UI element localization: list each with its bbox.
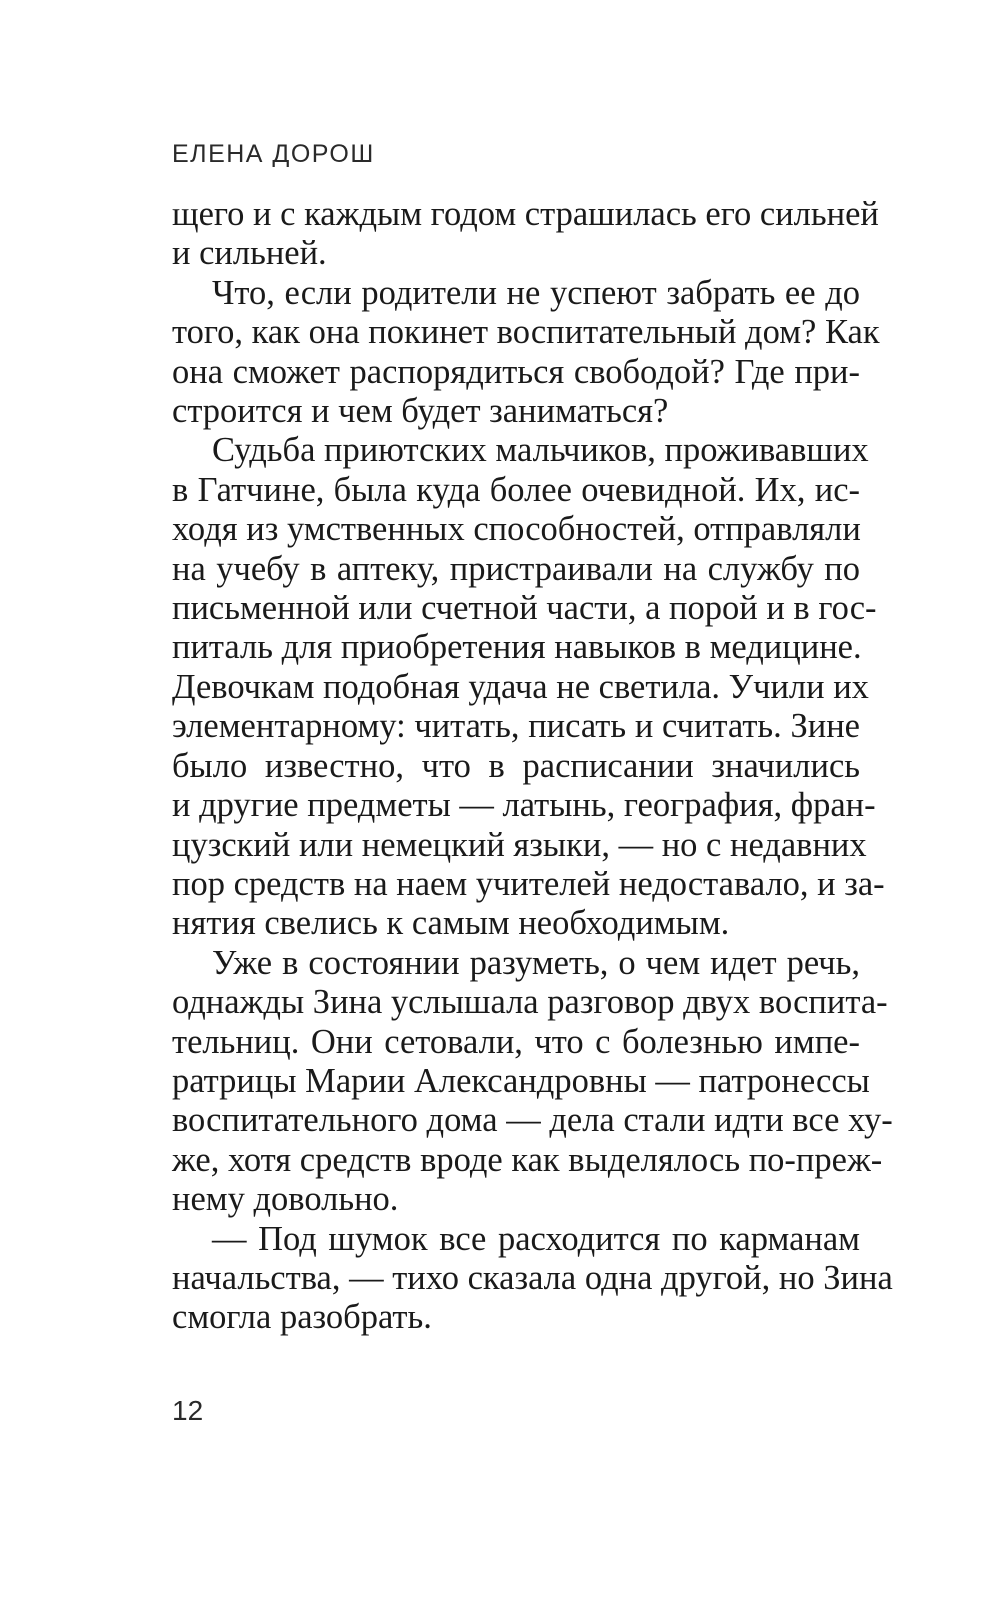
text-line: Судьба приютских мальчиков, проживавших: [212, 431, 869, 470]
text-line: и сильней.: [172, 234, 327, 273]
page-number: 12: [172, 1395, 204, 1426]
text-line: Девочкам подобная удача не светила. Учили их: [172, 667, 869, 706]
text-line: письменной или счетной части, а порой и в гос-: [172, 589, 877, 628]
text-line: Что, если родители не успеют забрать ее до: [212, 273, 860, 312]
text-line: питаль для приобретения навыков в медицине.: [172, 628, 862, 667]
text-line: и другие предметы — латынь, география, фран-: [172, 786, 876, 825]
text-line: начальства, — тихо сказала одна другой, но Зина: [172, 1258, 893, 1297]
text-line: щего и с каждым годом страшилась его сильней: [172, 195, 879, 233]
text-line: было известно, что в расписании значились: [172, 746, 860, 785]
text-line: однажды Зина услышала разговор двух воспита-: [172, 983, 888, 1022]
text-line: на учебу в аптеку, пристраивали на службу по: [172, 549, 860, 588]
text-line: ходя из умственных способностей, отправляли: [172, 510, 861, 549]
running-head-author: ЕЛЕНА ДОРОШ: [172, 140, 375, 168]
text-line: она сможет распорядиться свободой? Где при-: [172, 352, 860, 391]
text-line: элементарному: читать, писать и считать. Зине: [172, 707, 860, 746]
text-line: Уже в состоянии разуметь, о чем идет речь,: [212, 943, 860, 982]
text-line: смогла разобрать.: [172, 1298, 432, 1337]
body-text: [172, 195, 893, 1338]
text-line: нятия свелись к самым необходимым.: [172, 904, 730, 943]
text-line: цузский или немецкий языки, — но с недавних: [172, 825, 867, 864]
text-line: тельниц. Они сетовали, что с болезнью импе-: [172, 1022, 860, 1061]
text-line: того, как она покинет воспитательный дом? Как: [172, 313, 880, 352]
text-line: же, хотя средств вроде как выделялось по-преж-: [172, 1140, 883, 1179]
text-line: ратрицы Марии Александровны — патронессы: [172, 1061, 870, 1100]
text-line: пор средств на наем учителей недоставало, и за-: [172, 864, 885, 903]
text-line: — Под шумок все расходится по карманам: [212, 1219, 860, 1258]
text-line: строится и чем будет заниматься?: [172, 392, 669, 431]
text-line: в Гатчине, была куда более очевидной. Их, ис-: [172, 470, 860, 509]
text-line: нему довольно.: [172, 1180, 399, 1219]
text-line: воспитательного дома — дела стали идти все ху-: [172, 1101, 893, 1140]
